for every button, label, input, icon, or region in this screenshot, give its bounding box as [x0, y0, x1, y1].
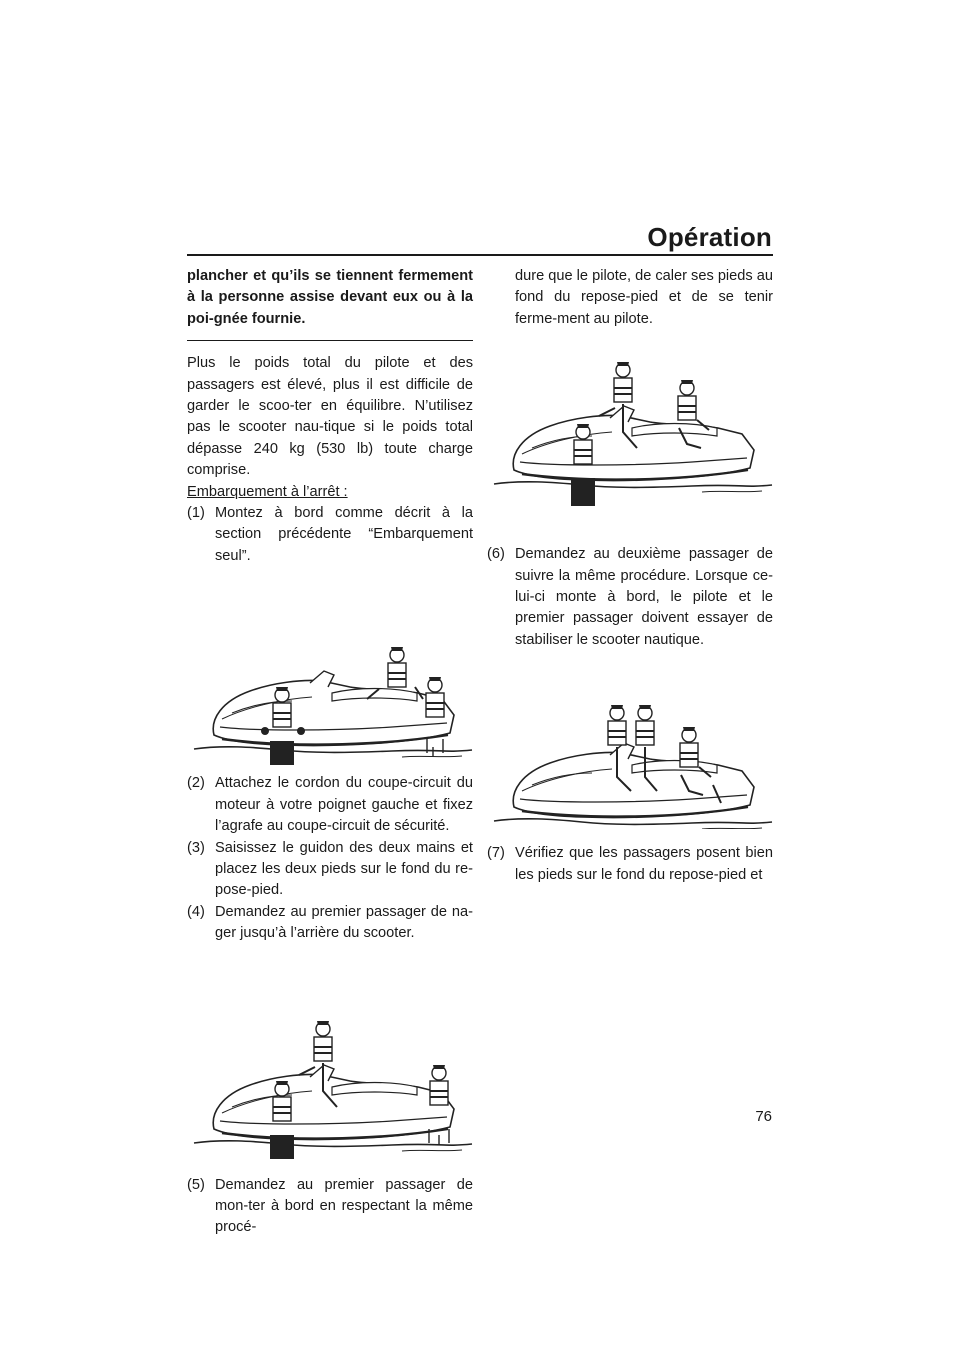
step-text: Vérifiez que les passagers posent bien les pieds sur le fond du repose-pied et — [515, 845, 773, 883]
step-text: Saisissez le guidon des deux mains et placez les deux pieds sur le fond du re-pose-pied. — [215, 839, 473, 899]
step-number: (6) — [487, 546, 505, 563]
step-4 — [187, 902, 473, 945]
right-column — [487, 266, 773, 886]
step-number: (5) — [187, 1176, 205, 1193]
page-title: Opération — [647, 222, 772, 252]
step-text: Attachez le cordon du coupe-circuit du moteur à votre poignet gauche et fixez l’agrafe au coupe-circuit de sécurité. — [215, 775, 473, 835]
left-column — [187, 266, 473, 1239]
step-text: Demandez au premier passager de mon-ter à bord en respectant la même procé- — [215, 1176, 473, 1236]
step-number: (4) — [187, 903, 205, 920]
step-text: Demandez au deuxième passager de suivre la même procédure. Lorsque ce-lui-ci monte à bord, le pilote et le premier passager doivent essayer de stabiliser le scooter nautique. — [515, 546, 773, 648]
step-3 — [187, 838, 473, 902]
step-text: dure que le pilote, de caler ses pieds au fond du repose-pied et de se tenir ferme-ment au pilote. — [515, 268, 773, 327]
step-number: (7) — [487, 845, 505, 862]
subheading-boarding-stopped: Embarquement à l’arrêt : — [187, 483, 348, 500]
figure-first-passenger-boarding — [487, 344, 773, 514]
figure-rider-boarding — [187, 607, 473, 767]
warning-continuation: plancher et qu’ils se tiennent fermement à la personne assise devant eux ou à la poi-gnée fournie. — [187, 268, 473, 327]
step-text: Demandez au premier passager de na-ger jusqu’à l’arrière du scooter. — [215, 903, 473, 942]
step-2 — [187, 773, 473, 837]
step-5-continued — [487, 266, 773, 330]
step-5 — [187, 1175, 473, 1239]
header-rule — [187, 254, 773, 256]
step-number: (2) — [187, 775, 205, 792]
step-7 — [487, 843, 773, 886]
figure-rider-seated-passenger-swimming — [187, 995, 473, 1165]
step-number: (1) — [187, 505, 205, 522]
page-number: 76 — [755, 1108, 772, 1125]
figure-second-passenger-boarding — [487, 699, 773, 829]
step-number: (3) — [187, 839, 205, 856]
warning-end-rule — [187, 340, 473, 341]
step-text: Montez à bord comme décrit à la section précédente “Embarquement seul”. — [215, 505, 473, 564]
step-6 — [487, 544, 773, 651]
step-1 — [187, 503, 473, 567]
body-paragraph: Plus le poids total du pilote et des passagers est élevé, plus il est difficile de garder le scoo-ter en équilibre. N’utilisez pas le scooter nau-tique si le poids total dépasse 240 kg (530 lb) toute charge comprise. — [187, 355, 473, 479]
